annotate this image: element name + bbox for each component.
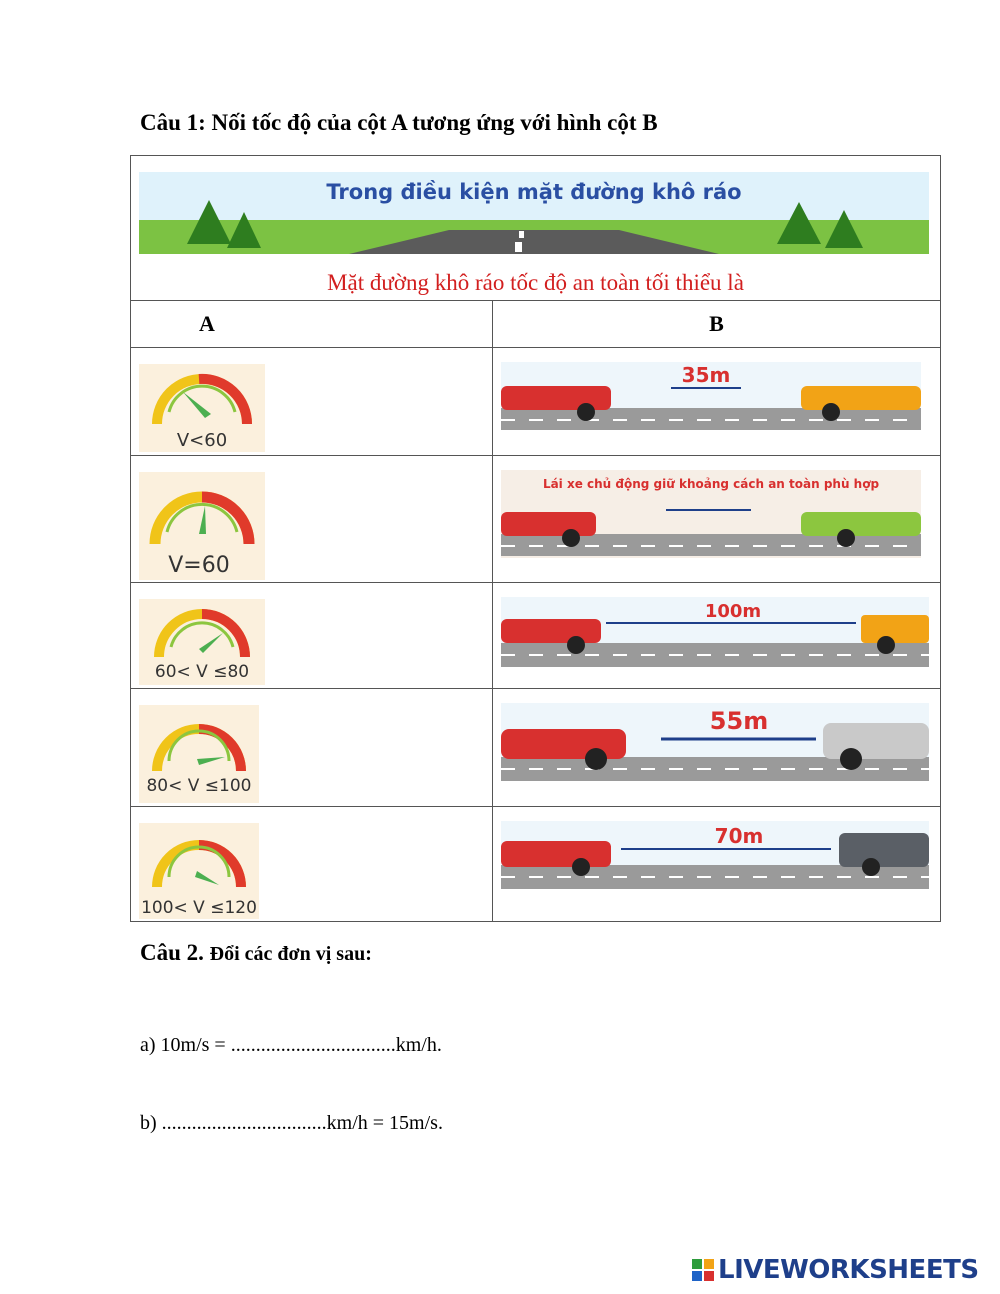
scene-label: 55m — [709, 707, 769, 735]
speedometer-icon — [139, 599, 265, 685]
scene-cell[interactable] — [493, 456, 941, 583]
column-a-header: A — [131, 301, 493, 348]
speed-cell[interactable] — [131, 807, 493, 922]
scene-label: 70m — [714, 824, 764, 848]
banner-heading: Trong điều kiện mặt đường khô ráo — [326, 180, 742, 204]
question-2-title — [140, 940, 372, 966]
speed-label: 80< V ≤100 — [146, 776, 252, 796]
logo-icon — [692, 1259, 714, 1281]
distance-scene-image — [501, 821, 929, 889]
conversion-item-a[interactable]: a) 10m/s = .................................km/h. — [140, 1034, 442, 1056]
column-b-header: B — [493, 301, 941, 348]
question-2-subtitle: Đổi các đơn vị sau: — [209, 943, 372, 965]
speedometer-icon — [139, 472, 265, 580]
brand-name: LIVEWORKSHEETS — [718, 1255, 979, 1285]
question-2-number: Câu 2. — [140, 940, 204, 965]
conversion-item-b[interactable]: b) .................................km/h = 15m/s. — [140, 1112, 443, 1134]
question-1-title: Câu 1: Nối tốc độ của cột A tương ứng với hình cột B — [140, 110, 658, 135]
banner-subtitle: Mặt đường khô ráo tốc độ an toàn tối thiểu là — [327, 270, 744, 295]
distance-scene-image — [501, 703, 929, 781]
speed-label: 100< V ≤120 — [141, 898, 257, 918]
speedometer-icon — [139, 364, 265, 452]
liveworksheets-logo — [692, 1254, 979, 1286]
distance-scene-image — [501, 470, 921, 558]
scene-cell[interactable] — [493, 689, 941, 807]
scene-cell[interactable] — [493, 583, 941, 689]
speed-label: 60< V ≤80 — [154, 662, 250, 682]
speed-label: V<60 — [176, 430, 228, 451]
scene-label: Lái xe chủ động giữ khoảng cách an toàn phù hợp — [542, 477, 880, 491]
banner-cell — [131, 156, 941, 301]
scene-cell[interactable] — [493, 807, 941, 922]
dry-road-banner — [139, 172, 929, 254]
speed-label: V=60 — [168, 553, 230, 578]
speed-cell[interactable] — [131, 689, 493, 807]
speed-cell[interactable] — [131, 583, 493, 689]
scene-label: 100m — [704, 601, 762, 622]
speed-cell[interactable] — [131, 456, 493, 583]
scene-cell[interactable] — [493, 348, 941, 456]
speedometer-icon — [139, 705, 259, 803]
distance-scene-image — [501, 597, 929, 667]
speedometer-icon — [139, 823, 259, 919]
scene-label: 35m — [681, 363, 731, 387]
distance-scene-image — [501, 362, 921, 430]
matching-table — [130, 155, 941, 922]
speed-cell[interactable] — [131, 348, 493, 456]
